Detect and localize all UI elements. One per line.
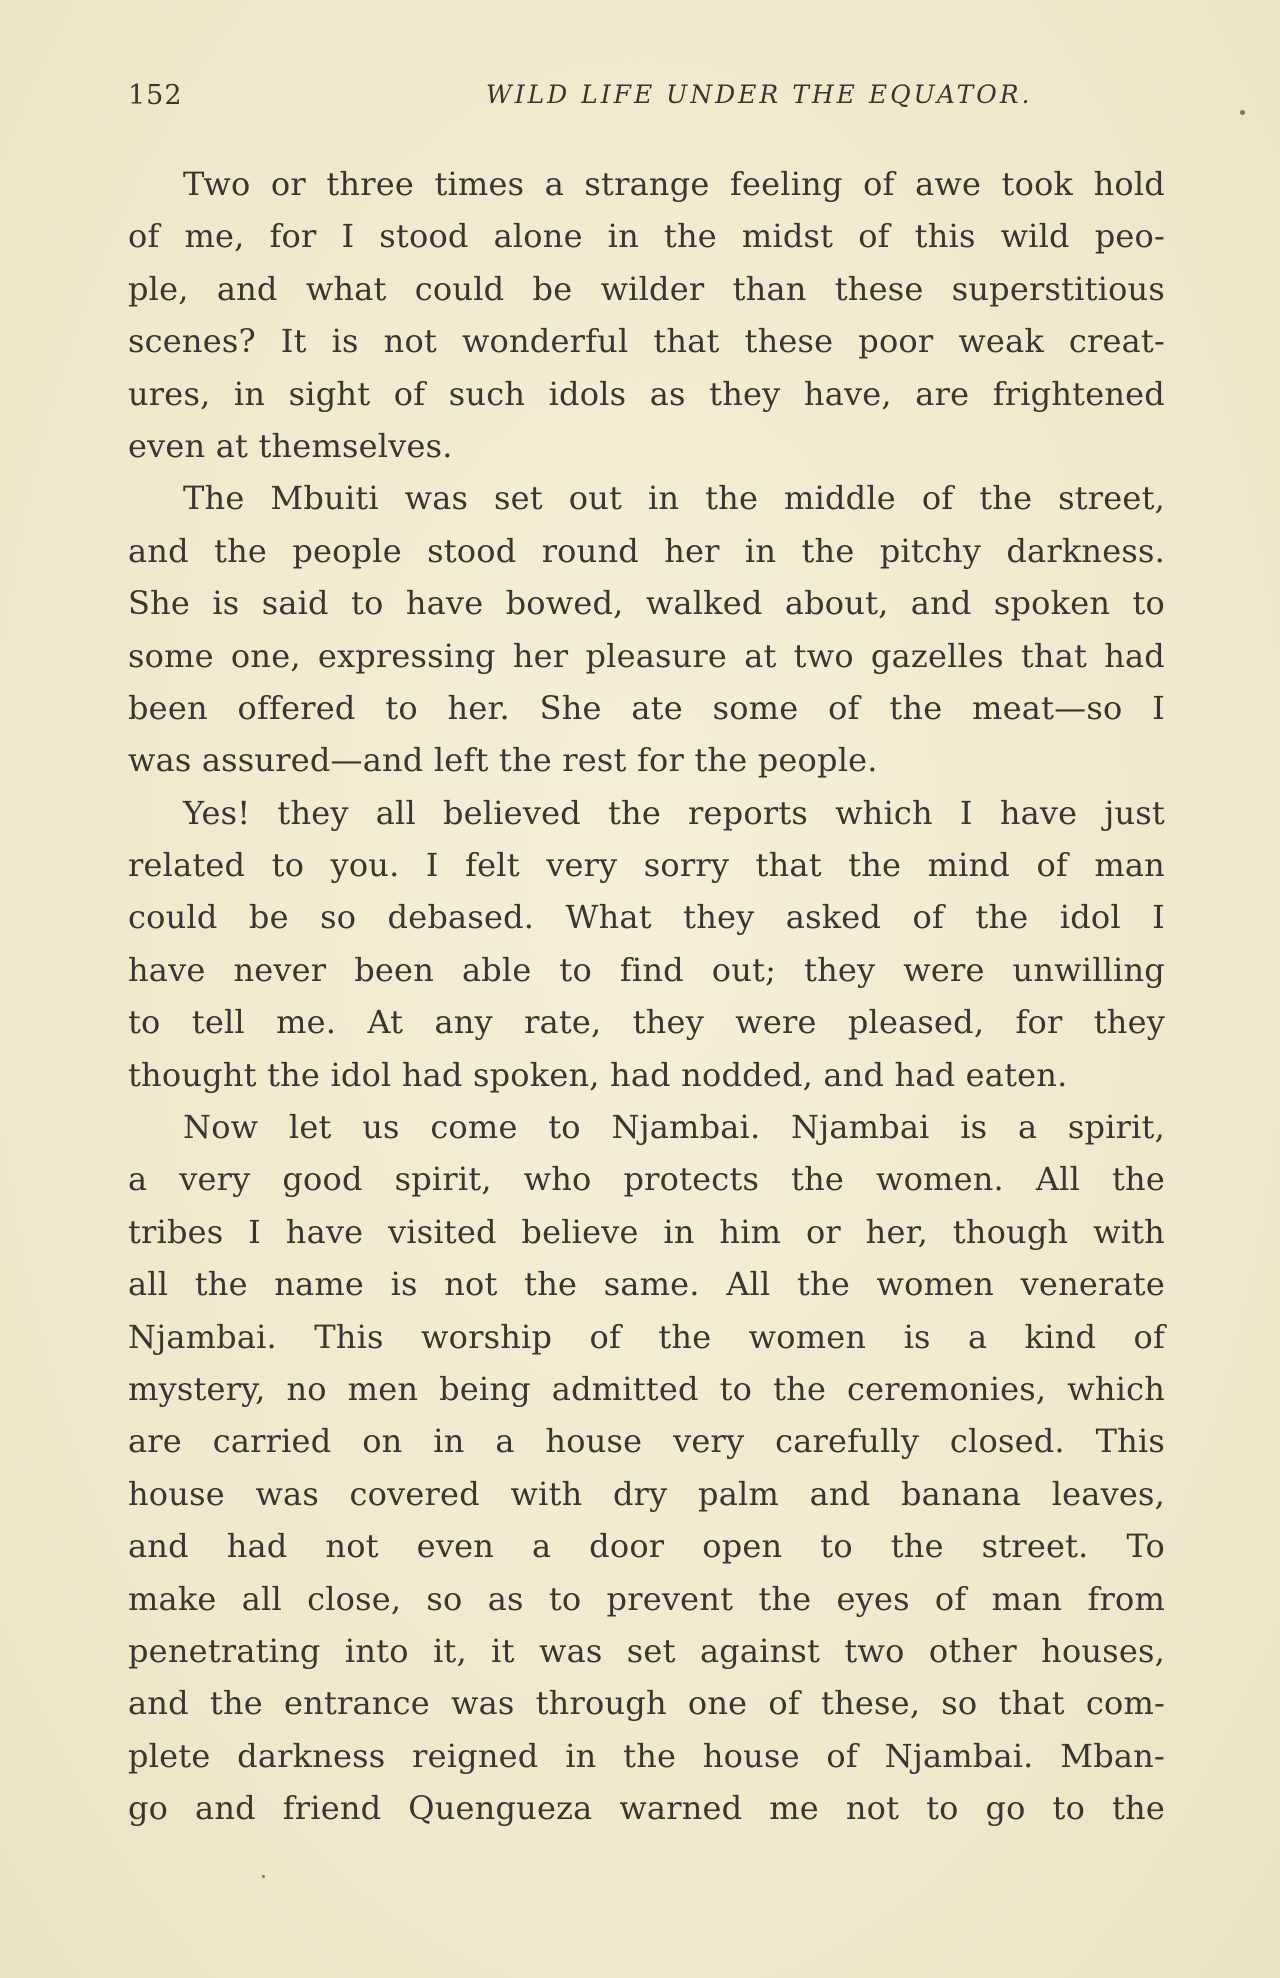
text-line: related to you. I felt very sorry that the mind of man	[128, 846, 1165, 885]
text-line: and the people stood round her in the pitchy darkness.	[128, 531, 1165, 570]
page-number: 152	[128, 80, 183, 111]
text-line: plete darkness reigned in the house of Njambai. Mban-	[128, 1736, 1165, 1775]
print-speck	[262, 1875, 265, 1878]
text-line: thought the idol had spoken, had nodded, and had eaten.	[128, 1055, 1068, 1094]
text-line: a very good spirit, who protects the women. All the	[128, 1160, 1165, 1199]
print-speck	[1240, 110, 1245, 115]
text-line: are carried on in a house very carefully closed. This	[128, 1422, 1165, 1461]
text-line: have never been able to find out; they were unwilling	[128, 950, 1165, 989]
text-line: penetrating into it, it was set against two other houses,	[128, 1631, 1165, 1670]
text-line: The Mbuiti was set out in the middle of the street,	[183, 479, 1165, 518]
text-line: make all close, so as to prevent the eyes of man from	[128, 1579, 1165, 1618]
text-line: some one, expressing her pleasure at two gazelles that had	[128, 636, 1165, 675]
text-line: all the name is not the same. All the women venerate	[128, 1265, 1165, 1304]
text-line: ures, in sight of such idols as they have, are frightened	[128, 374, 1165, 413]
text-line: house was covered with dry palm and banana leaves,	[128, 1474, 1165, 1513]
text-line: and had not even a door open to the street. To	[128, 1527, 1165, 1566]
text-line: even at themselves.	[128, 426, 453, 465]
running-head	[128, 80, 1152, 116]
text-line: Yes! they all believed the reports which I have just	[183, 793, 1165, 832]
text-line: Now let us come to Njambai. Njambai is a spirit,	[183, 1108, 1165, 1147]
text-line: scenes? It is not wonderful that these poor weak creat-	[128, 322, 1165, 361]
text-line: was assured—and left the rest for the people.	[128, 741, 878, 780]
text-line: been offered to her. She ate some of the meat—so I	[128, 688, 1165, 727]
body-text	[128, 158, 1165, 1835]
text-line: could be so debased. What they asked of the idol I	[128, 898, 1165, 937]
text-line: go and friend Quengueza warned me not to go to the	[128, 1789, 1165, 1828]
text-line: and the entrance was through one of these, so that com-	[128, 1684, 1165, 1723]
text-line: ple, and what could be wilder than these superstitious	[128, 269, 1165, 308]
text-line: Two or three times a strange feeling of awe took hold	[183, 165, 1165, 203]
text-line: mystery, no men being admitted to the ceremonies, which	[128, 1369, 1165, 1408]
text-line: of me, for I stood alone in the midst of this wild peo-	[128, 217, 1165, 256]
text-line: to tell me. At any rate, they were pleased, for they	[128, 1003, 1165, 1042]
text-line: She is said to have bowed, walked about, and spoken to	[128, 584, 1165, 623]
running-title: WILD LIFE UNDER THE EQUATOR.	[486, 80, 1033, 109]
text-line: Njambai. This worship of the women is a kind of	[128, 1317, 1165, 1356]
text-line: tribes I have visited believe in him or her, though with	[128, 1212, 1165, 1251]
